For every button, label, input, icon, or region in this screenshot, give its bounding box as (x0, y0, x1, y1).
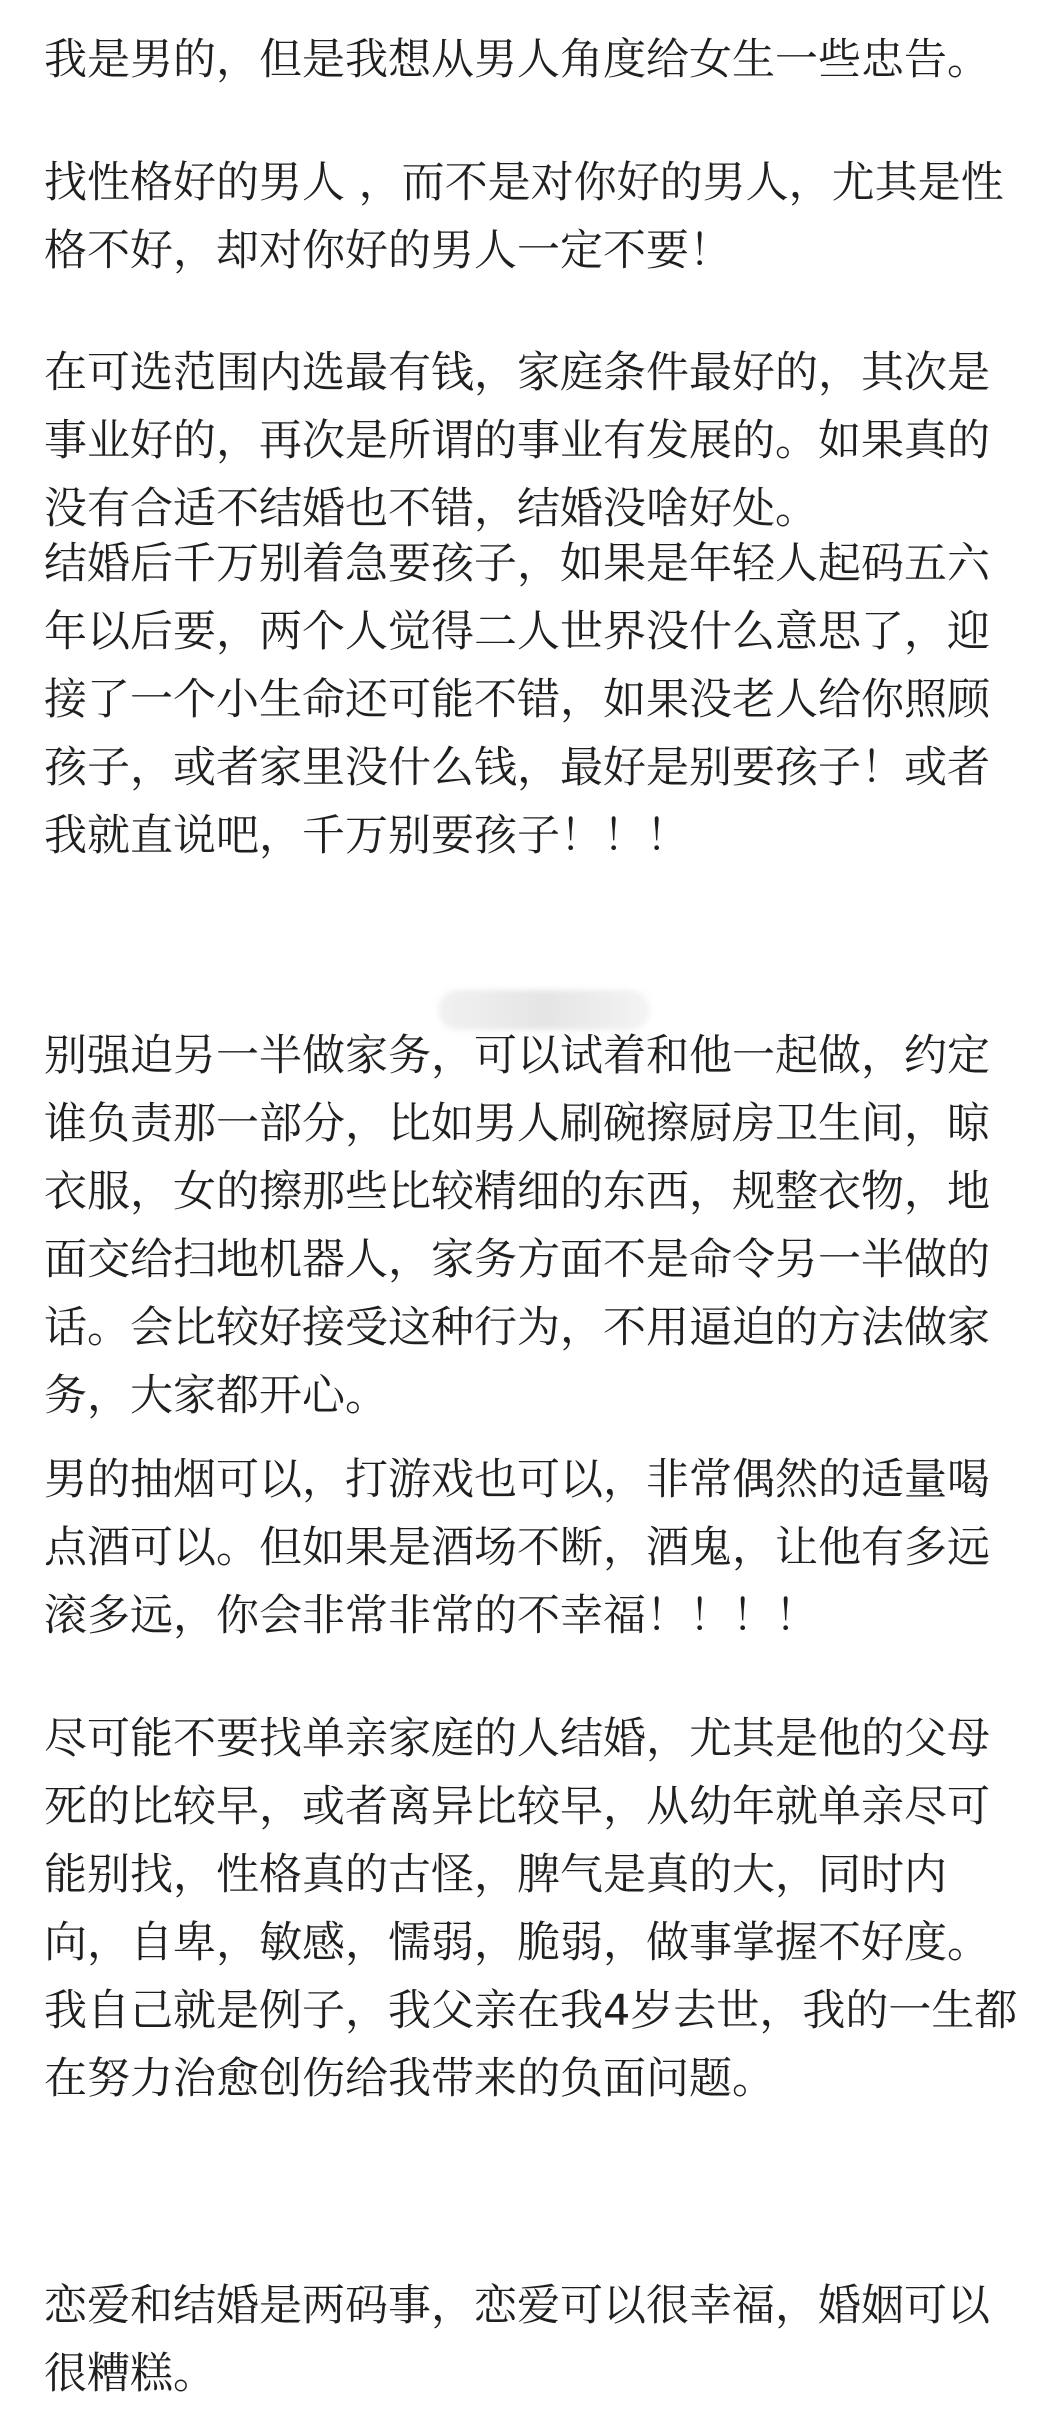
text-line: 衣服，女的擦那些比较精细的东西，规整衣物，地 (44, 1167, 990, 1217)
text-line: 死的比较早，或者离异比较早，从幼年就单亲尽可 (44, 1782, 990, 1832)
text-line: 话。会比较好接受这种行为，不用逼迫的方法做家 (44, 1303, 990, 1353)
text-line: 恋爱和结婚是两码事，恋爱可以很幸福，婚姻可以 (44, 2281, 990, 2331)
text-line: 能别找，性格真的古怪，脾气是真的大，同时内 (44, 1850, 947, 1900)
text-line: 男的抽烟可以，打游戏也可以，非常偶然的适量喝 (44, 1455, 990, 1505)
text-line: 滚多远，你会非常非常的不幸福！！！！ (44, 1591, 818, 1641)
paragraph-3 (44, 339, 990, 543)
paragraph-7 (44, 1705, 1017, 2113)
text-line: 我是男的，但是我想从男人角度给女生一些忠告。 (44, 35, 990, 85)
text-line: 别强迫另一半做家务，可以试着和他一起做，约定 (44, 1031, 990, 1081)
paragraph-5 (44, 1022, 990, 1430)
text-line: 孩子，或者家里没什么钱，最好是别要孩子！或者 (44, 743, 990, 793)
paragraph-4 (44, 530, 990, 870)
paragraph-1 (44, 26, 990, 94)
text-line: 谁负责那一部分，比如男人刷碗擦厨房卫生间，晾 (44, 1099, 990, 1149)
text-line: 点酒可以。但如果是酒场不断，酒鬼，让他有多远 (44, 1523, 990, 1573)
text-line: 格不好，却对你好的男人一定不要！ (44, 226, 732, 276)
text-line: 很糟糕。 (44, 2349, 216, 2399)
text-line: 年以后要，两个人觉得二人世界没什么意思了，迎 (44, 607, 990, 657)
text-line: 在可选范围内选最有钱，家庭条件最好的，其次是 (44, 348, 990, 398)
text-line: 面交给扫地机器人，家务方面不是命令另一半做的 (44, 1235, 990, 1285)
text-line: 务，大家都开心。 (44, 1371, 388, 1421)
blurred-watermark (438, 990, 650, 1030)
paragraph-6 (44, 1446, 990, 1650)
text-line: 结婚后千万别着急要孩子，如果是年轻人起码五六 (44, 539, 990, 589)
text-line: 尽可能不要找单亲家庭的人结婚，尤其是他的父母 (44, 1714, 990, 1764)
text-line: 事业好的，再次是所谓的事业有发展的。如果真的 (44, 416, 990, 466)
text-line: 接了一个小生命还可能不错，如果没老人给你照顾 (44, 675, 990, 725)
text-line: 找性格好的男人 ，而不是对你好的男人，尤其是性 (44, 158, 1004, 208)
text-line: 向，自卑，敏感，懦弱，脆弱，做事掌握不好度。 (44, 1918, 990, 1968)
text-line: 在努力治愈创伤给我带来的负面问题。 (44, 2054, 775, 2104)
text-line: 我自己就是例子，我父亲在我4岁去世，我的一生都 (44, 1986, 1018, 2036)
text-line: 我就直说吧，千万别要孩子！！！ (44, 811, 689, 861)
paragraph-8 (44, 2272, 990, 2408)
paragraph-2 (44, 149, 1004, 285)
text-line: 没有合适不结婚也不错，结婚没啥好处。 (44, 484, 818, 534)
